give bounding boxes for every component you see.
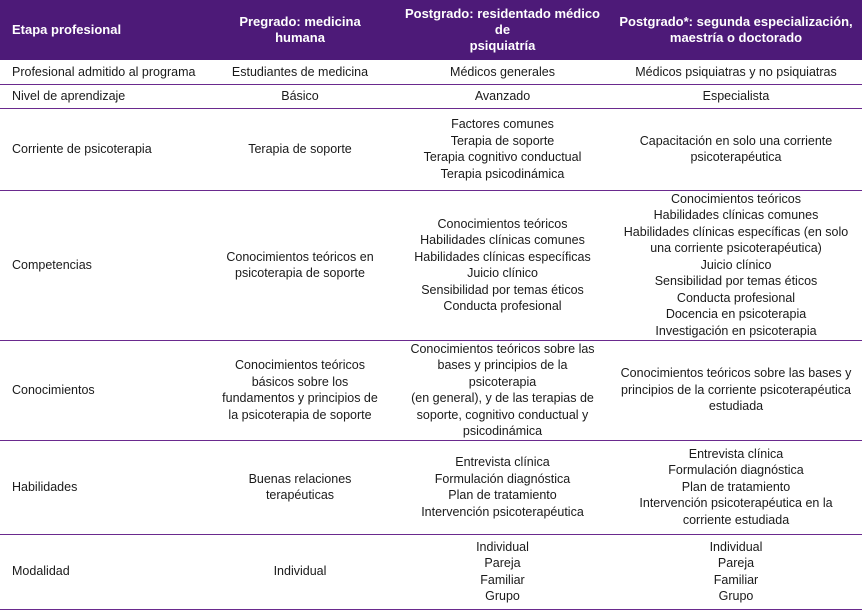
cell-c3	[395, 60, 610, 84]
cell-line: principios de la corriente psicoterapéutica	[621, 382, 851, 397]
cell-line: Investigación en psicoterapia	[655, 323, 817, 338]
cell-c3	[395, 534, 610, 609]
row-profesional-admitido	[0, 60, 862, 84]
cell-line: fundamentos y principios de	[222, 391, 378, 405]
cell-line: Sensibilidad por temas éticos	[421, 282, 584, 297]
cell-line: Buenas relaciones	[248, 471, 352, 486]
header-pregrado: Pregrado: medicina humana	[205, 0, 395, 60]
row-label: Habilidades	[0, 440, 205, 534]
cell-line: Habilidades clínicas comunes	[420, 233, 585, 247]
header-postgrado-residentado	[395, 0, 610, 60]
cell-line: Conocimientos teóricos	[671, 191, 801, 206]
row-modalidad	[0, 534, 862, 609]
cell-line: Grupo	[485, 589, 520, 603]
cell-line: Formulación diagnóstica	[434, 471, 571, 486]
cell-line: soporte, cognitivo conductual y	[416, 407, 589, 422]
cell-line: terapéuticas	[265, 488, 335, 502]
row-conocimientos	[0, 340, 862, 440]
row-habilidades	[0, 440, 862, 534]
cell-line: psicoterapéutica	[690, 150, 782, 164]
row-competencias	[0, 190, 862, 340]
cell-line: Individual	[709, 539, 763, 554]
row-label: Conocimientos	[0, 340, 205, 440]
cell-c4	[610, 534, 862, 609]
cell-c2	[205, 340, 395, 440]
cell-line: Terapia psicodinámica	[440, 166, 565, 181]
row-label: Nivel de aprendizaje	[0, 84, 205, 108]
cell-line: psicoterapia de soporte	[235, 266, 365, 280]
cell-line: corriente estudiada	[682, 512, 790, 527]
cell-c4	[610, 84, 862, 108]
cell-line: básicos sobre los	[251, 374, 349, 389]
cell-line: Habilidades clínicas comunes	[653, 208, 819, 223]
cell-line: Conocimientos teóricos	[437, 216, 568, 231]
cell-line: Docencia en psicoterapia	[665, 307, 807, 322]
cell-line: Capacitación en solo una corriente	[639, 133, 833, 148]
cell-c4	[610, 108, 862, 190]
row-label: Modalidad	[0, 534, 205, 609]
cell-c3	[395, 340, 610, 440]
cell-c3	[395, 84, 610, 108]
table-header-row	[0, 0, 862, 60]
cell-line: Básico	[281, 88, 319, 103]
cell-c2	[205, 108, 395, 190]
header-line: Postgrado*: segunda especialización,	[619, 14, 853, 29]
cell-c4	[610, 60, 862, 84]
cell-line: Conocimientos teóricos sobre las	[410, 341, 595, 356]
cell-line: Pareja	[717, 556, 755, 570]
cell-line: Estudiantes de medicina	[231, 64, 369, 79]
cell-line: psicodinámica	[462, 424, 543, 438]
header-line: psiquiatría	[469, 38, 536, 53]
cell-line: Especialista	[702, 88, 770, 103]
cell-line: Plan de tratamiento	[448, 488, 557, 502]
cell-c2	[205, 534, 395, 609]
cell-line: Individual	[476, 539, 529, 554]
cell-line: Familiar	[480, 572, 525, 587]
cell-line: Formulación diagnóstica	[668, 463, 804, 478]
table-body	[0, 60, 862, 609]
cell-line: Familiar	[713, 572, 759, 587]
header-postgrado-especializacion	[610, 0, 862, 60]
cell-line: estudiada	[708, 399, 764, 414]
cell-line: Intervención psicoterapéutica en la	[639, 496, 833, 511]
cell-line: la psicoterapia de soporte	[228, 407, 372, 422]
cell-line: Factores comunes	[451, 117, 554, 131]
cell-line: Sensibilidad por temas éticos	[654, 274, 818, 289]
cell-line: Entrevista clínica	[688, 446, 784, 461]
cell-line: una corriente psicoterapéutica)	[650, 241, 822, 256]
row-label: Competencias	[0, 190, 205, 340]
cell-line: Habilidades clínicas específicas	[414, 249, 591, 264]
cell-line: Intervención psicoterapéutica	[421, 504, 584, 519]
header-line: maestría o doctorado	[669, 30, 803, 45]
cell-c2	[205, 440, 395, 534]
row-corriente-psicoterapia	[0, 108, 862, 190]
cell-c2	[205, 60, 395, 84]
cell-line: Médicos psiquiatras y no psiquiatras	[635, 64, 837, 79]
cell-line: Juicio clínico	[700, 257, 772, 272]
cell-line: Entrevista clínica	[455, 455, 550, 469]
cell-line: Plan de tratamiento	[681, 479, 791, 494]
cell-line: bases y principios de la psicoterapia	[437, 358, 568, 389]
cell-line: Médicos generales	[450, 64, 555, 79]
cell-c3	[395, 440, 610, 534]
cell-c4	[610, 340, 862, 440]
cell-line: Individual	[273, 564, 327, 579]
cell-line: Terapia de soporte	[450, 133, 555, 148]
cell-c4	[610, 190, 862, 340]
cell-line: Habilidades clínicas específicas (en solo	[623, 224, 849, 239]
cell-line: Conducta profesional	[443, 299, 562, 313]
header-etapa-profesional: Etapa profesional	[0, 0, 205, 60]
cell-line: Conducta profesional	[676, 290, 796, 305]
cell-line: Conocimientos teóricos en	[226, 249, 374, 264]
cell-c4	[610, 440, 862, 534]
cell-line: Juicio clínico	[467, 266, 538, 280]
cell-line: Conocimientos teóricos sobre las bases y	[620, 366, 852, 381]
cell-line: Terapia de soporte	[248, 141, 352, 156]
cell-c2	[205, 84, 395, 108]
row-label: Corriente de psicoterapia	[0, 108, 205, 190]
cell-line: Conocimientos teóricos	[235, 358, 365, 372]
row-label: Profesional admitido al programa	[0, 60, 205, 84]
row-nivel-aprendizaje	[0, 84, 862, 108]
cell-c2	[205, 190, 395, 340]
cell-c3	[395, 190, 610, 340]
cell-line: Terapia cognitivo conductual	[423, 150, 582, 164]
cell-line: Avanzado	[474, 88, 531, 103]
cell-line: (en general), y de las terapias de	[411, 391, 594, 405]
header-line: Postgrado: residentado médico de	[404, 6, 601, 37]
cell-line: Pareja	[484, 556, 521, 570]
cell-c3	[395, 108, 610, 190]
cell-line: Grupo	[718, 589, 754, 603]
